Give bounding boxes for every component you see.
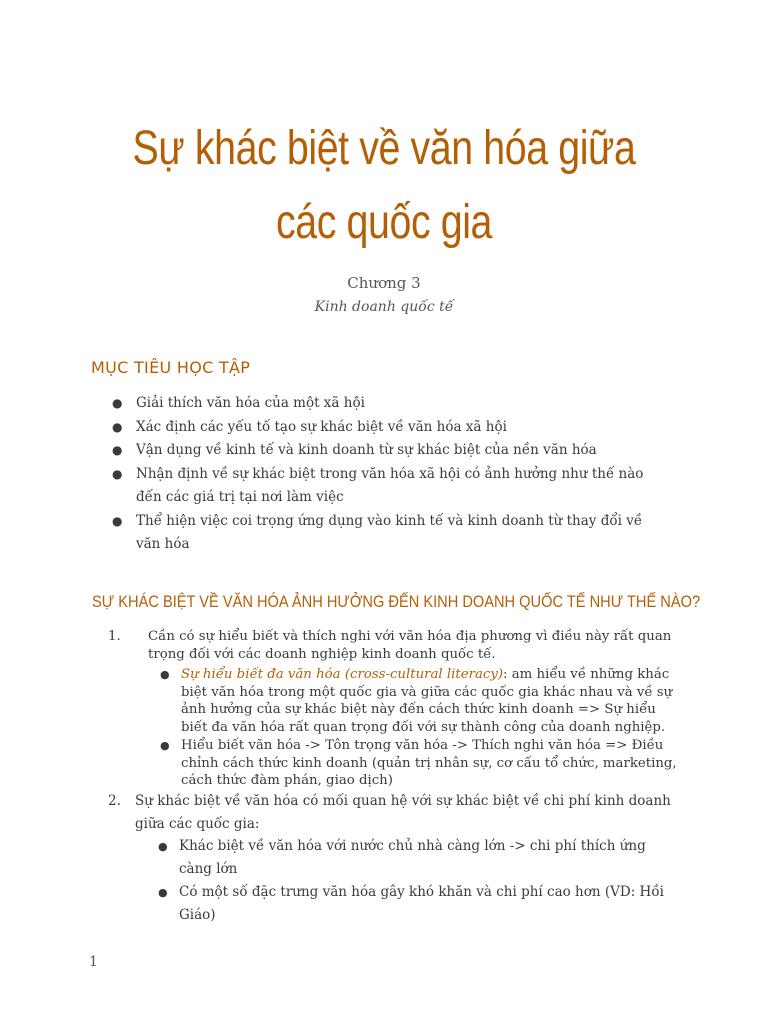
term-highlight: Sự hiểu biết đa văn hóa (cross-cultural literacy) xyxy=(181,667,504,682)
sub-item-text: Có một số đặc trưng văn hóa gây khó khăn và chi phí cao hơn (VD: Hồi Giáo) xyxy=(179,884,664,923)
document-subtitle: Kinh doanh quốc tế xyxy=(314,299,454,315)
item-text: Sự khác biệt về văn hóa có mối quan hệ với sự khác biệt về chi phí kinh doanh giữa các quốc gia: xyxy=(135,793,671,832)
document-title xyxy=(118,112,649,260)
item-text: Cần có sự hiểu biết và thích nghi với văn hóa địa phương vì điều này rất quan trọng đối với các doanh nghiệp kinh doanh quốc tế. xyxy=(148,629,672,662)
bullet-icon: ● xyxy=(160,739,170,752)
bullet-icon: ● xyxy=(112,513,123,528)
bullet-icon: ● xyxy=(158,886,168,899)
bullet-icon: ● xyxy=(160,668,170,681)
objectives-list xyxy=(108,392,668,557)
objectives-heading: MỤC TIÊU HỌC TẬP xyxy=(91,358,251,377)
item-number: 2. xyxy=(108,793,121,809)
sub-item-cultural-adaptation xyxy=(160,737,678,790)
bullet-icon: ● xyxy=(112,466,123,481)
bullet-icon: ● xyxy=(112,419,123,434)
bullet-icon: ● xyxy=(112,396,123,410)
title-line-1: Sự khác biệt về văn hóa giữa xyxy=(132,122,636,175)
bullet-icon: ● xyxy=(112,443,123,457)
numbered-item-2 xyxy=(108,790,678,836)
chapter-label: Chương 3 xyxy=(347,274,421,292)
sub-item-text: Khác biệt về văn hóa với nước chủ nhà càng lớn -> chi phí thích ứng càng lớn xyxy=(179,838,646,877)
list-item: ● Giải thích văn hóa của một xã hội xyxy=(108,392,668,416)
sub-item-cultural-traits xyxy=(158,881,679,927)
sub-item-cross-cultural-literacy xyxy=(160,666,678,736)
title-line-2: các quốc gia xyxy=(275,196,493,249)
bullet-icon: ● xyxy=(158,840,168,853)
sub-item-text: Hiểu biết văn hóa -> Tôn trọng văn hóa -> Thích nghi văn hóa => Điều chỉnh cách thức kinh doanh (quản trị nhân sự, cơ cấu tổ chức, marketing, cách thức đàm phán, giao dịch) xyxy=(181,738,677,788)
numbered-item-1 xyxy=(108,628,678,663)
sub-item-cost-difference xyxy=(158,835,679,881)
list-item: ● Nhận định về sự khác biệt trong văn hóa xã hội có ảnh hưởng như thế nào đến các giá trị tại nơi làm việc xyxy=(108,463,668,510)
term-definition: : am hiểu về những khác biệt văn hóa trong một quốc gia và giữa các quốc gia khác nhau và về sự ảnh hưởng của sự khác biệt này đến cách thức kinh doanh => Sự hiểu biết đa văn hóa rất quan trọng đối với sự thành công của doanh nghiệp. xyxy=(181,667,673,735)
impact-heading: SỰ KHÁC BIỆT VỀ VĂN HÓA ẢNH HƯỞNG ĐẾN KINH DOANH QUỐC TẾ NHƯ THẾ NÀO? xyxy=(92,592,701,611)
list-item: ● Vận dụng về kinh tế và kinh doanh từ sự khác biệt của nền văn hóa xyxy=(108,439,668,463)
list-item: ● Thể hiện việc coi trọng ứng dụng vào kinh tế và kinh doanh từ thay đổi về văn hóa xyxy=(108,510,668,557)
item-number: 1. xyxy=(108,629,121,644)
list-item: ● Xác định các yếu tố tạo sự khác biệt về văn hóa xã hội xyxy=(108,416,668,440)
page-number: 1 xyxy=(89,954,98,970)
